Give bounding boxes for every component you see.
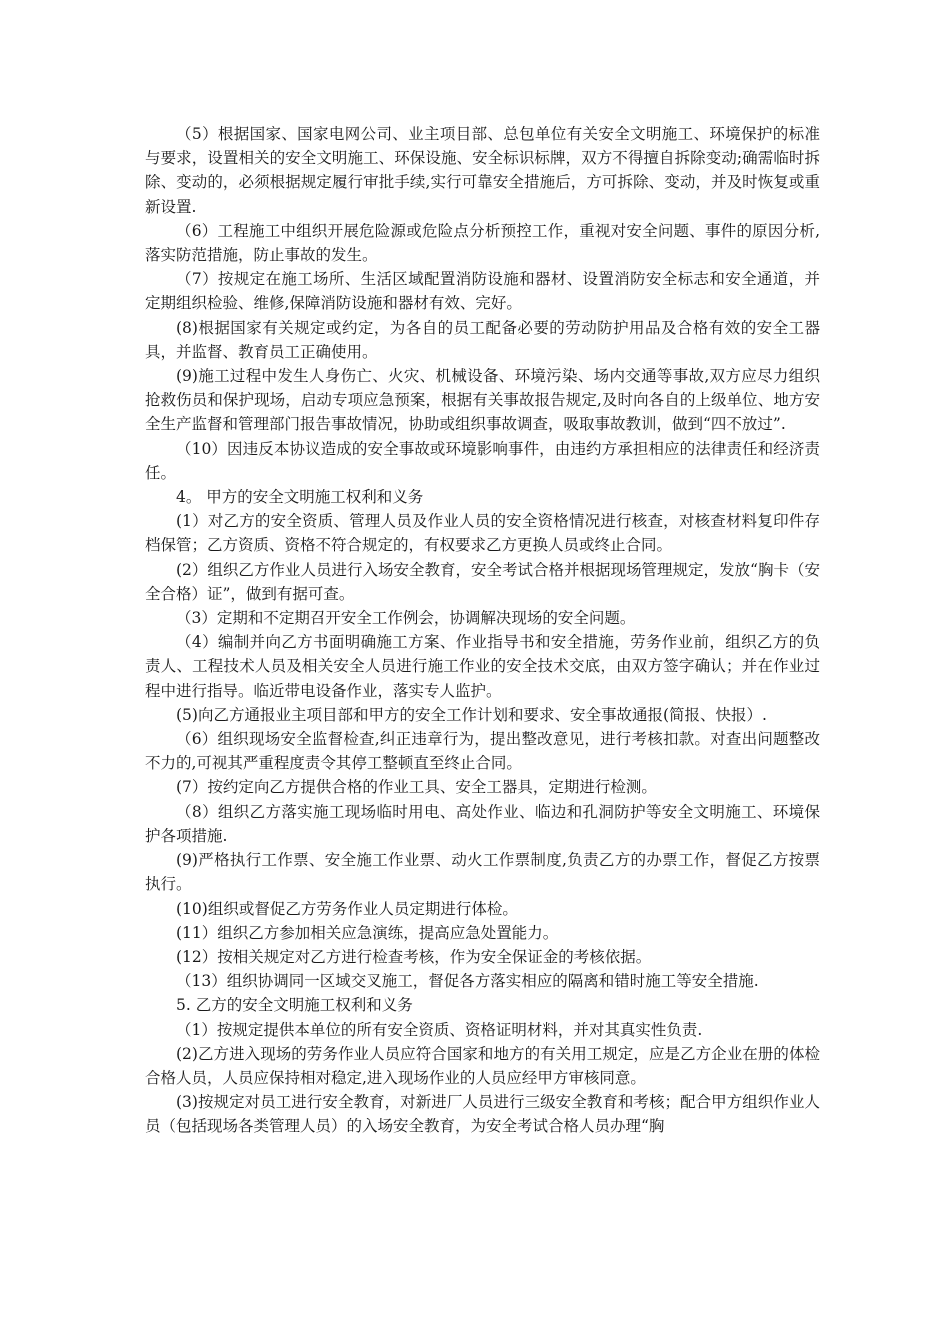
party-a-item-5: (5)向乙方通报业主项目部和甲方的安全工作计划和要求、安全事故通报(简报、快报）. [176,705,767,724]
party-a-item-10: (10)组织或督促乙方劳务作业人员定期进行体检。 [176,899,518,918]
party-a-item-2: (2）组织乙方作业人员进行入场安全教育，安全考试合格并根据现场管理规定，发放“胸卡（安全合格）证”，做到有据可查。 [145,560,820,603]
party-a-item-13: （13）组织协调同一区域交叉施工，督促各方落实相应的隔离和错时施工等安全措施. [176,972,759,991]
document-page [145,122,820,1139]
paragraph-9-accident-response: (9)施工过程中发生人身伤亡、火灾、机械设备、环境污染、场内交通等事故,双方应尽力组织抢救伤员和保护现场，启动专项应急预案，根据有关事故报告规定,及时向各自的上级单位、地方安全生产监督和管理部门报告事故情况，协助或组织事故调查，吸取事故教训，做到“四不放过”. [145,367,820,434]
party-a-item-12: (12）按相关规定对乙方进行检查考核，作为安全保证金的考核依据。 [176,947,652,966]
party-a-item-4: （4）编制并向乙方书面明确施工方案、作业指导书和安全措施，劳务作业前，组织乙方的负责人、工程技术人员及相关安全人员进行施工作业的安全技术交底，由双方签字确认；并在作业过程中进行指导。临近带电设备作业，落实专人监护。 [145,633,820,700]
section-heading-party-b: 5. 乙方的安全文明施工权利和义务 [176,996,413,1015]
paragraph-6-hazard-analysis: （6）工程施工中组织开展危险源或危险点分析预控工作，重视对安全问题、事件的原因分析,落实防范措施，防止事故的发生。 [145,221,820,265]
party-a-item-9: (9)严格执行工作票、安全施工作业票、动火工作票制度,负责乙方的办票工作，督促乙方按票执行。 [145,851,820,894]
party-b-item-3: (3)按规定对员工进行安全教育，对新进厂人员进行三级安全教育和考核；配合甲方组织作业人员（包括现场各类管理人员）的入场安全教育，为安全考试合格人员办理“胸 [145,1093,820,1136]
party-b-item-1: （1）按规定提供本单位的所有安全资质、资格证明材料，并对其真实性负责. [176,1020,703,1039]
party-a-item-6: （6）组织现场安全监督检查,纠正违章行为，提出整改意见，进行考核扣款。对查出问题整改不力的,可视其严重程度责令其停工整顿直至终止合同。 [145,730,820,773]
party-a-item-7: (7）按约定向乙方提供合格的作业工具、安全工器具，定期进行检测。 [176,778,657,797]
party-a-item-11: (11）组织乙方参加相关应急演练，提高应急处置能力。 [176,923,559,942]
paragraph-8-protective-equipment: (8)根据国家有关规定或约定，为各自的员工配备必要的劳动防护用品及合格有效的安全工器具，并监督、教育员工正确使用。 [145,318,820,361]
section-heading-party-a: 4。 甲方的安全文明施工权利和义务 [176,488,424,507]
paragraph-10-liability: （10）因违反本协议造成的安全事故或环境影响事件，由违约方承担相应的法律责任和经济责任。 [145,439,820,482]
party-a-item-8: （8）组织乙方落实施工现场临时用电、高处作业、临边和孔洞防护等安全文明施工、环境保护各项措施. [145,802,820,845]
party-a-item-3: （3）定期和不定期召开安全工作例会，协调解决现场的安全问题。 [176,609,636,628]
party-b-item-2: (2)乙方进入现场的劳务作业人员应符合国家和地方的有关用工规定，应是乙方企业在册的体检合格人员，人员应保持相对稳定,进入现场作业的人员应经甲方审核同意。 [145,1044,820,1087]
paragraph-5-signage: （5）根据国家、国家电网公司、业主项目部、总包单位有关安全文明施工、环境保护的标准与要求，设置相关的安全文明施工、环保设施、安全标识标牌，双方不得擅自拆除变动;确需临时拆除、变动的，必须根据规定履行审批手续,实行可靠安全措施后，方可拆除、变动，并及时恢复或重新设置. [145,125,820,216]
paragraph-7-fire-safety: （7）按规定在施工场所、生活区域配置消防设施和器材、设置消防安全标志和安全通道，并定期组织检验、维修,保障消防设施和器材有效、完好。 [145,270,820,313]
party-a-item-1: (1）对乙方的安全资质、管理人员及作业人员的安全资格情况进行核查，对核查材料复印件存档保管；乙方资质、资格不符合规定的，有权要求乙方更换人员或终止合同。 [145,512,820,555]
